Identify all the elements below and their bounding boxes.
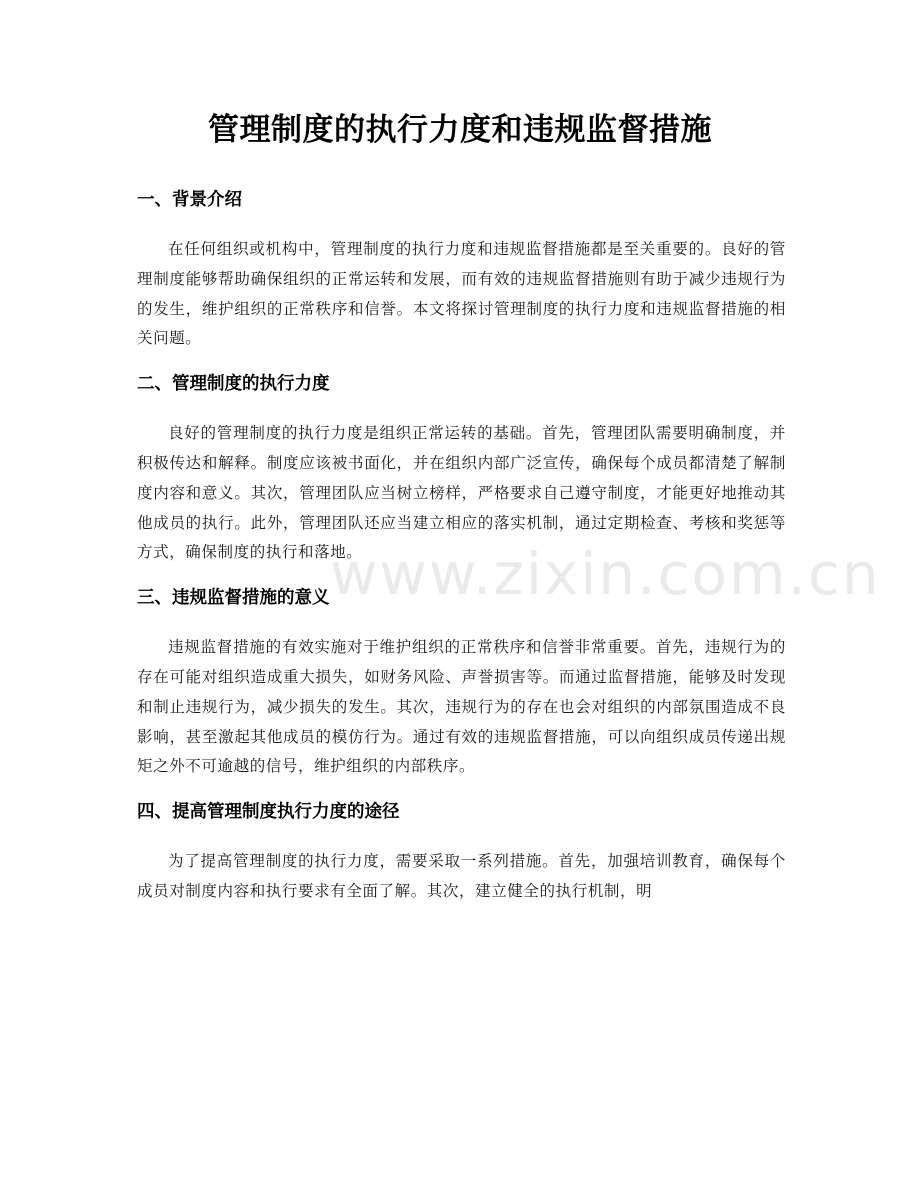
section-paragraph-execution: 良好的管理制度的执行力度是组织正常运转的基础。首先，管理团队需要明确制度，并积极传达和解释。制度应该被书面化，并在组织内部广泛宣传，确保每个成员都清楚了解制度内容和意义。其次，管理团队应当树立榜样，严格要求自己遵守制度，才能更好地推动其他成员的执行。此外，管理团队还应当建立相应的落实机制，通过定期检查、考核和奖惩等方式，确保制度的执行和落地。 xyxy=(137,424,786,562)
document-title: 管理制度的执行力度和违规监督措施 xyxy=(208,112,712,148)
section-heading-improvement: 四、提高管理制度执行力度的途径 xyxy=(137,802,400,823)
section-paragraph-supervision: 违规监督措施的有效实施对于维护组织的正常秩序和信誉非常重要。首先，违规行为的存在可能对组织造成重大损失，如财务风险、声誉损害等。而通过监督措施，能够及时发现和制止违规行为，减少损失的发生。其次，违规行为的存在也会对组织的内部氛围造成不良影响，甚至激起其他成员的模仿行为。通过有效的违规监督措施，可以向组织成员传递出规矩之外不可逾越的信号，维护组织的内部秩序。 xyxy=(137,638,786,776)
section-paragraph-improvement: 为了提高管理制度的执行力度，需要采取一系列措施。首先，加强培训教育，确保每个成员对制度内容和执行要求有全面了解。其次，建立健全的执行机制，明 xyxy=(137,852,786,900)
section-paragraph-background: 在任何组织或机构中，管理制度的执行力度和违规监督措施都是至关重要的。良好的管理制度能够帮助确保组织的正常运转和发展，而有效的违规监督措施则有助于减少违规行为的发生，维护组织的正常秩序和信誉。本文将探讨管理制度的执行力度和违规监督措施的相关问题。 xyxy=(137,240,786,348)
section-heading-supervision: 三、违规监督措施的意义 xyxy=(137,588,330,609)
section-heading-execution: 二、管理制度的执行力度 xyxy=(137,374,330,395)
section-heading-background: 一、背景介绍 xyxy=(137,190,242,210)
watermark: www.zixin.com.cn xyxy=(330,540,881,608)
document-body xyxy=(137,180,786,907)
